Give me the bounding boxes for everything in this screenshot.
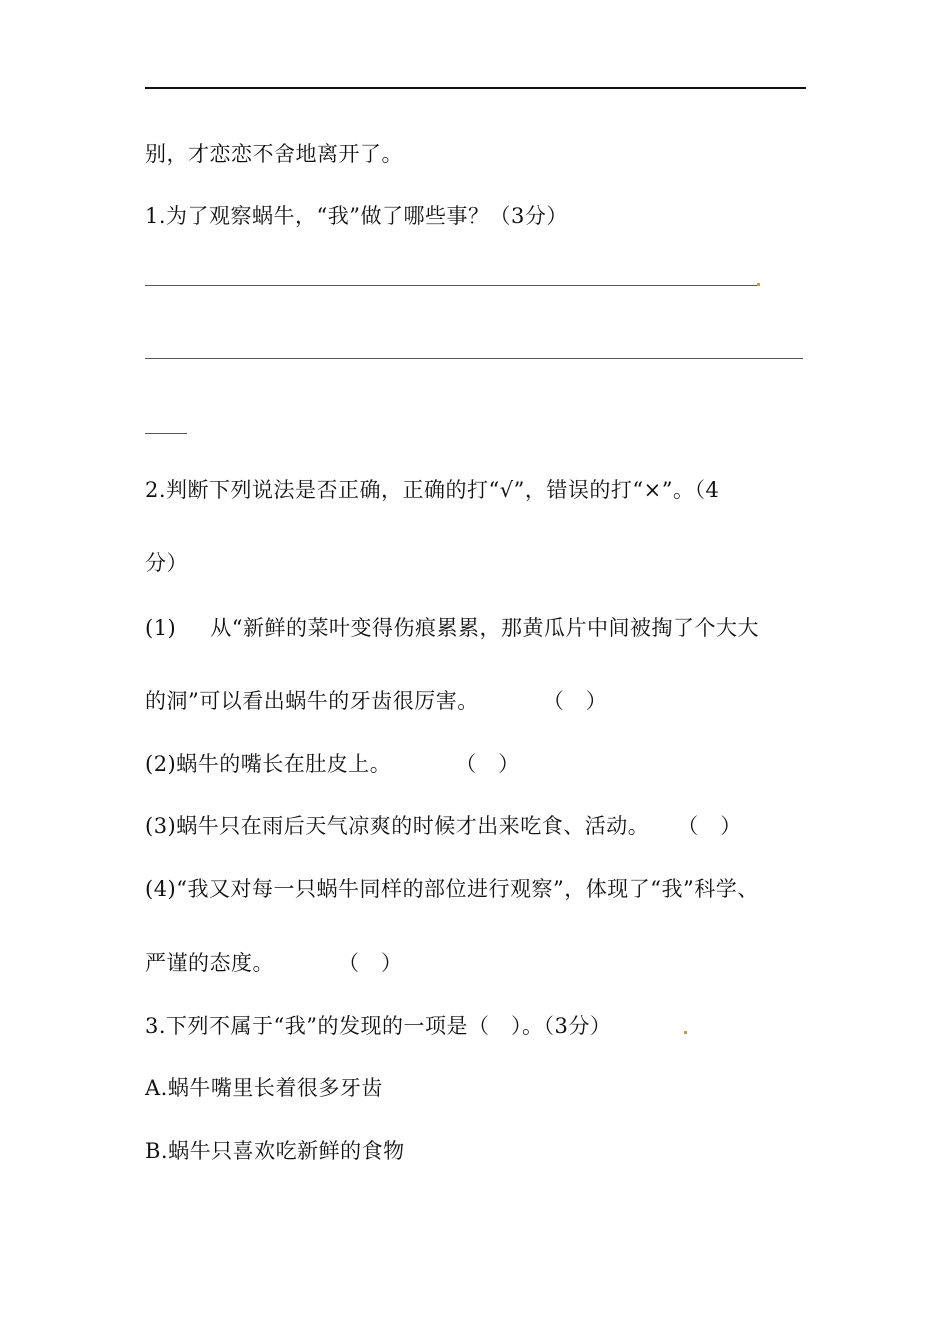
option-a[interactable]: A.蜗牛嘴里长着很多牙齿 (145, 1076, 383, 1100)
item-1-text-cont: 的洞”可以看出蜗牛的牙齿很厉害。 (145, 689, 479, 713)
dot-mark (684, 1031, 687, 1034)
item-4-text-cont: 严谨的态度。 (145, 951, 274, 975)
answer-blank-1[interactable]: （ ） (542, 689, 608, 713)
question-2-item-4-line2 (145, 949, 403, 977)
question-1-stem: 1.为了观察蜗牛，“我”做了哪些事？（3分） (145, 204, 568, 228)
answer-line-3[interactable] (145, 433, 187, 434)
question-2-item-2 (145, 750, 520, 778)
item-2-text: (2)蜗牛的嘴长在肚皮上。 (145, 752, 392, 776)
option-b[interactable]: B.蜗牛只喜欢吃新鲜的食物 (145, 1139, 405, 1163)
header-rule (145, 87, 806, 89)
question-2-stem-line2: 分） (145, 551, 188, 575)
answer-line-2[interactable] (145, 358, 803, 359)
answer-blank-2[interactable]: （ ） (455, 752, 520, 776)
item-1-text: 从“新鲜的菜叶变得伤痕累累，那黄瓜片中间被掏了个大大 (210, 616, 759, 640)
question-3-stem: 3.下列不属于“我”的发现的一项是（ ）。（3分） (145, 1014, 612, 1038)
passage-tail: 别，才恋恋不舍地离开了。 (145, 142, 403, 166)
question-2-item-4-line1: (4)“我又对每一只蜗牛同样的部位进行观察”，体现了“我”科学、 (145, 877, 759, 901)
item-1-number: (1) (145, 616, 177, 640)
question-2-stem-line1: 2.判断下列说法是否正确，正确的打“√”，错误的打“×”。（4 (145, 478, 720, 502)
answer-line-1[interactable] (145, 285, 757, 286)
answer-blank-3[interactable]: （ ） (677, 814, 742, 838)
item-3-text: (3)蜗牛只在雨后天气凉爽的时候才出来吃食、活动。 (145, 814, 650, 838)
answer-blank-4[interactable]: （ ） (338, 951, 403, 975)
question-2-item-1-line2 (145, 687, 607, 715)
dot-mark (757, 283, 760, 286)
question-2-item-3 (145, 812, 742, 840)
question-2-item-1-line1 (145, 614, 759, 642)
